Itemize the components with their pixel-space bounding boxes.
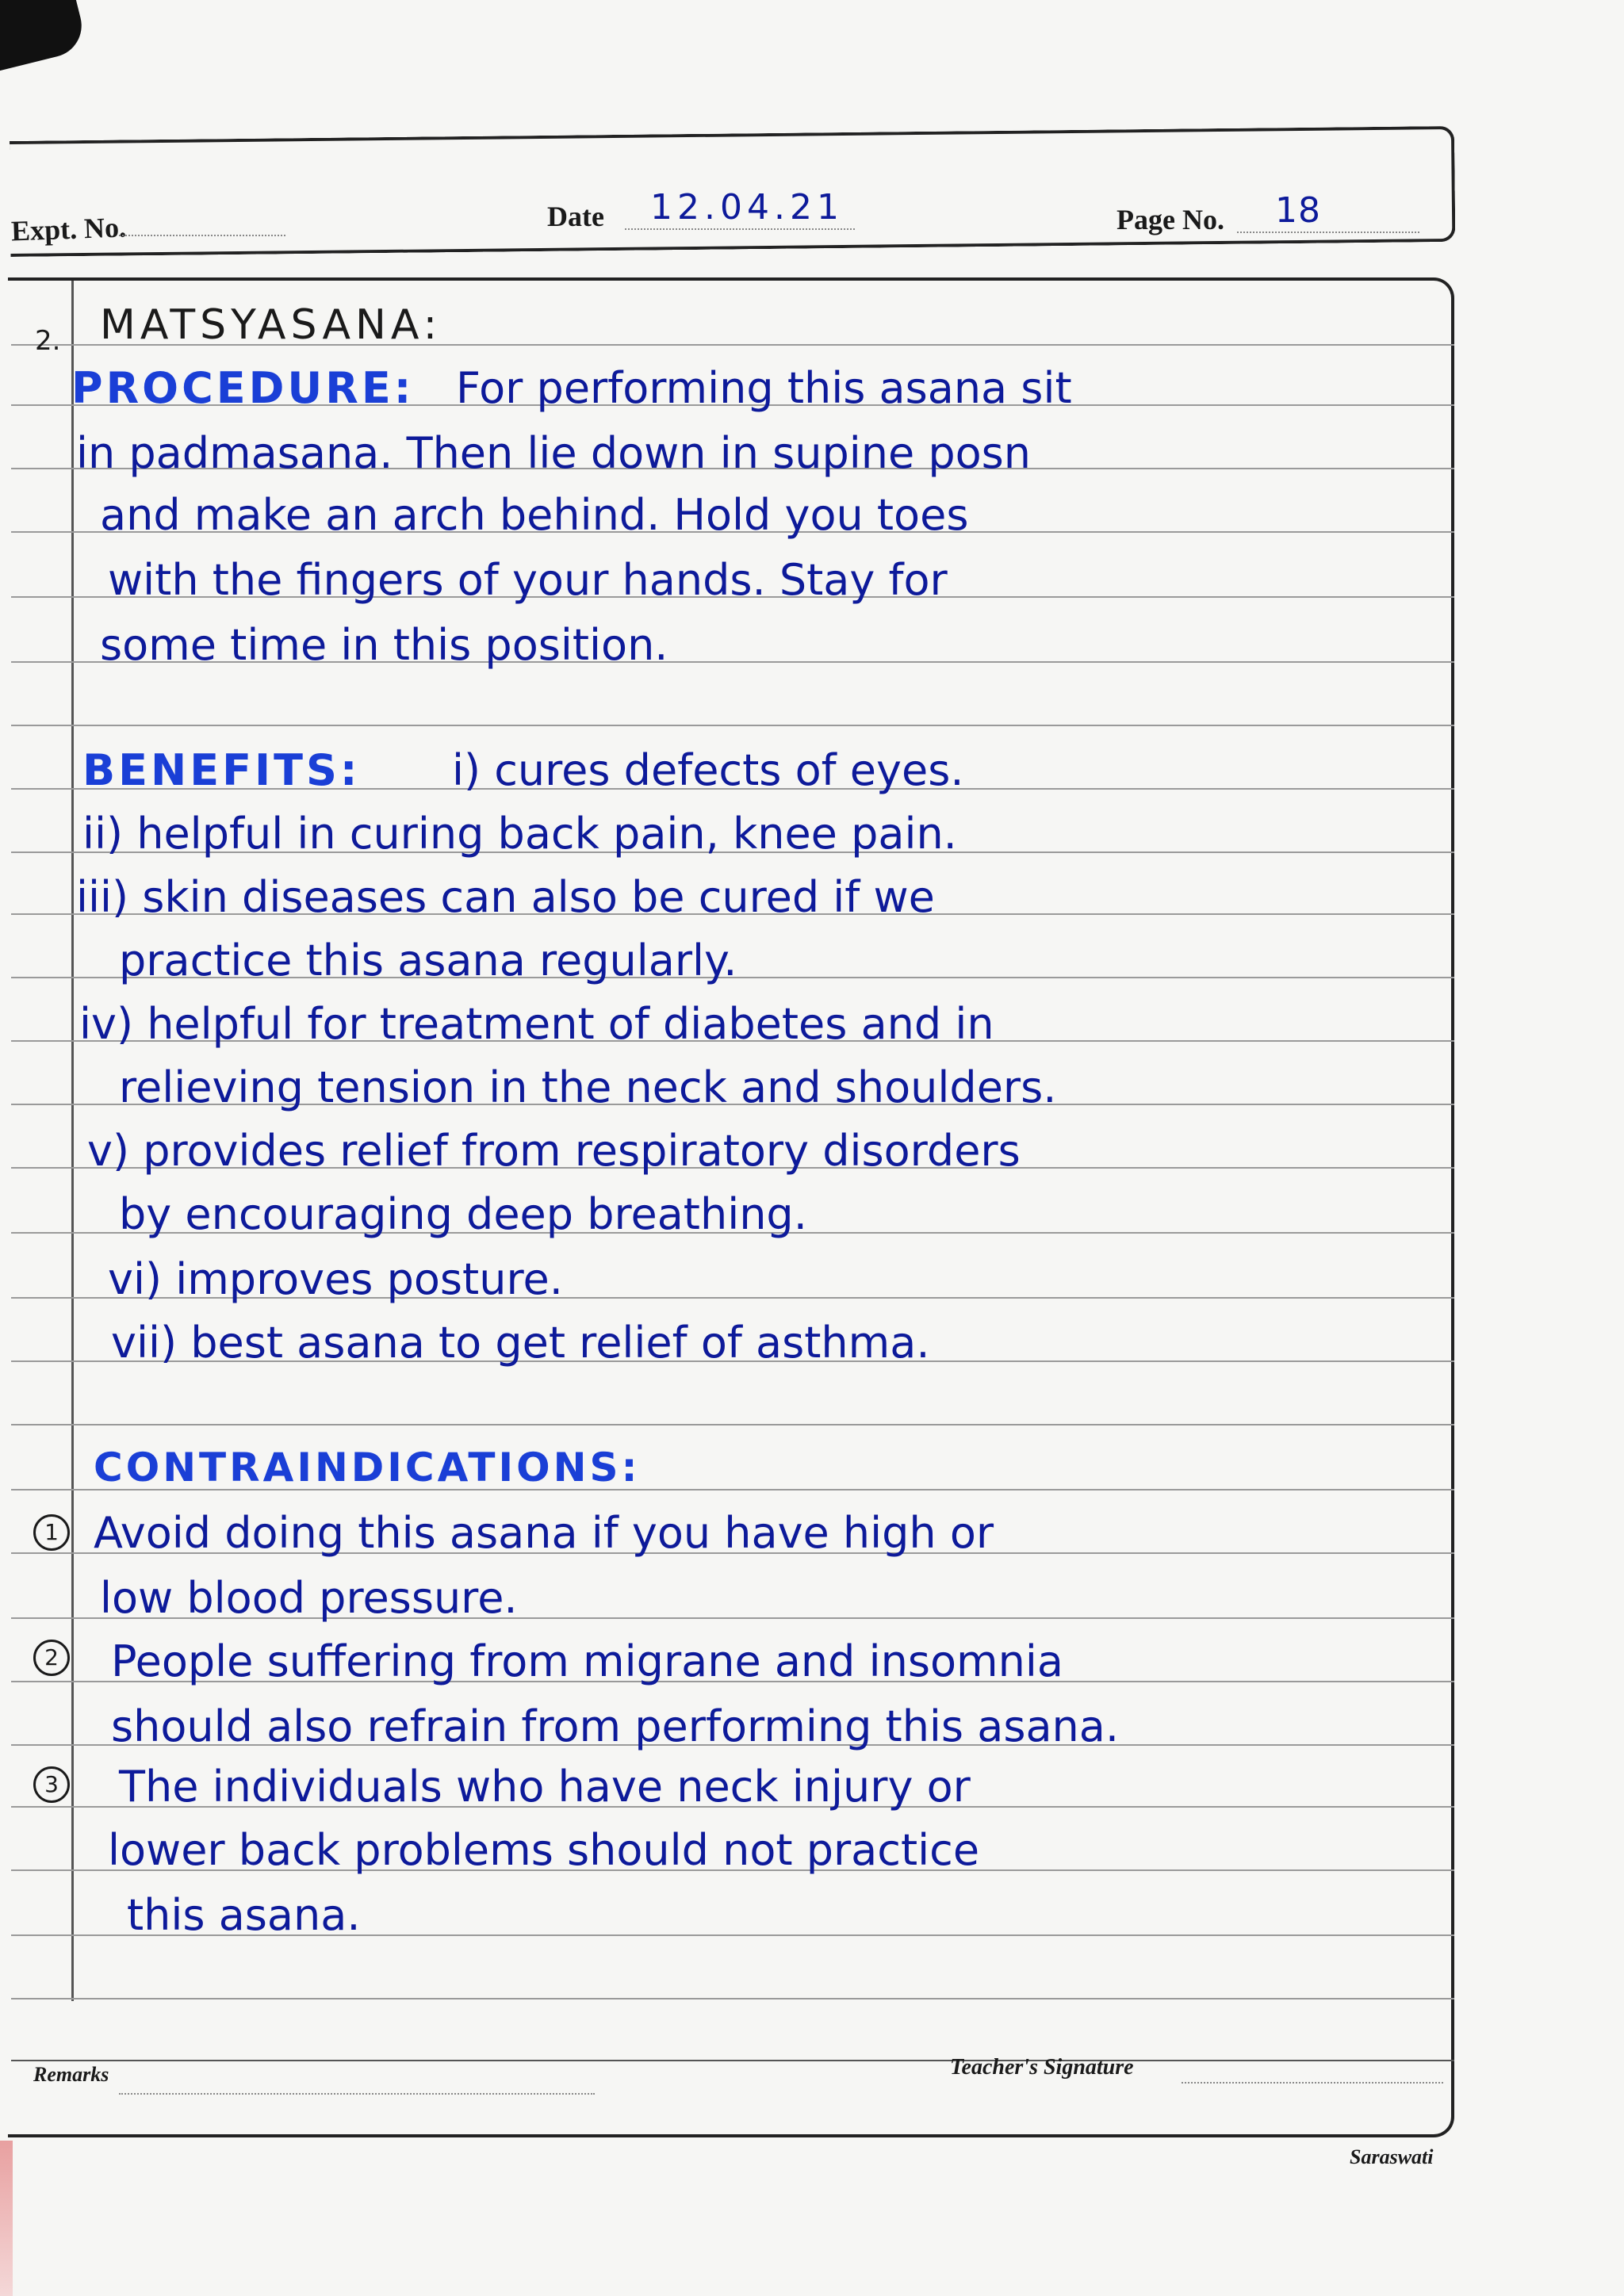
- contraindication-line: should also refrain from performing this asana.: [111, 1701, 1120, 1751]
- procedure-line: and make an arch behind. Hold you toes: [100, 490, 969, 540]
- date-label: Date: [547, 201, 604, 232]
- benefit-item: relieving tension in the neck and shoulders.: [119, 1062, 1057, 1112]
- procedure-line: some time in this position.: [100, 620, 668, 670]
- contraindication-line: lower back problems should not practice: [108, 1825, 980, 1875]
- page-no-value: 18: [1275, 190, 1321, 231]
- page-no-field-line: [1237, 232, 1419, 233]
- contraindication-line: Avoid doing this asana if you have high or: [94, 1508, 994, 1558]
- brand-name: Saraswati: [1350, 2145, 1434, 2168]
- procedure-heading: PROCEDURE:: [71, 363, 415, 413]
- page-edge: [0, 2141, 13, 2296]
- benefit-item: vi) improves posture.: [108, 1254, 563, 1304]
- benefit-item: iv) helpful for treatment of diabetes and in: [79, 999, 994, 1049]
- benefits-heading: BENEFITS:: [82, 745, 361, 795]
- exercise-number: 2.: [35, 325, 61, 357]
- benefit-item: v) provides relief from respiratory disorders: [87, 1126, 1021, 1176]
- exercise-title: MATSYASANA:: [100, 301, 442, 349]
- page-no-label: Page No.: [1116, 204, 1224, 235]
- rule-line: [11, 725, 1454, 726]
- remarks-field-line: [119, 2093, 595, 2095]
- rule-line: [11, 1998, 1454, 1999]
- contraindication-line: The individuals who have neck injury or: [119, 1762, 971, 1812]
- benefit-item: iii) skin diseases can also be cured if we: [76, 872, 935, 922]
- rule-line: [11, 1424, 1454, 1425]
- item-marker-1: 1: [33, 1514, 70, 1551]
- item-marker-3: 3: [33, 1766, 70, 1803]
- signature-field-line: [1182, 2082, 1443, 2084]
- remarks-label: Remarks: [33, 2063, 109, 2086]
- procedure-line: with the fingers of your hands. Stay for: [108, 555, 948, 605]
- item-marker-2: 2: [33, 1640, 70, 1676]
- expt-no-field: [119, 235, 285, 236]
- contraindication-line: this asana.: [127, 1890, 361, 1940]
- benefit-item: ii) helpful in curing back pain, knee pain.: [82, 809, 957, 859]
- rule-line: [11, 2060, 1454, 2061]
- contraindication-line: low blood pressure.: [100, 1573, 518, 1623]
- benefit-item: i) cures defects of eyes.: [452, 745, 964, 795]
- benefit-item: by encouraging deep breathing.: [119, 1189, 807, 1239]
- expt-no-label: Expt. No.: [10, 211, 127, 247]
- margin-line: [71, 281, 74, 2001]
- date-value: 12.04.21: [650, 187, 844, 228]
- procedure-line: For performing this asana sit: [456, 363, 1072, 413]
- date-field-line: [625, 228, 855, 230]
- benefit-item: vii) best asana to get relief of asthma.: [111, 1318, 930, 1368]
- contraindication-line: People suffering from migrane and insomnia: [111, 1636, 1063, 1686]
- benefit-item: practice this asana regularly.: [119, 936, 737, 985]
- page-corner-shadow: [0, 0, 88, 75]
- contraindications-heading: CONTRAINDICATIONS:: [94, 1445, 641, 1490]
- procedure-line: in padmasana. Then lie down in supine posn: [76, 428, 1032, 478]
- teacher-signature-label: Teacher's Signature: [950, 2055, 1134, 2080]
